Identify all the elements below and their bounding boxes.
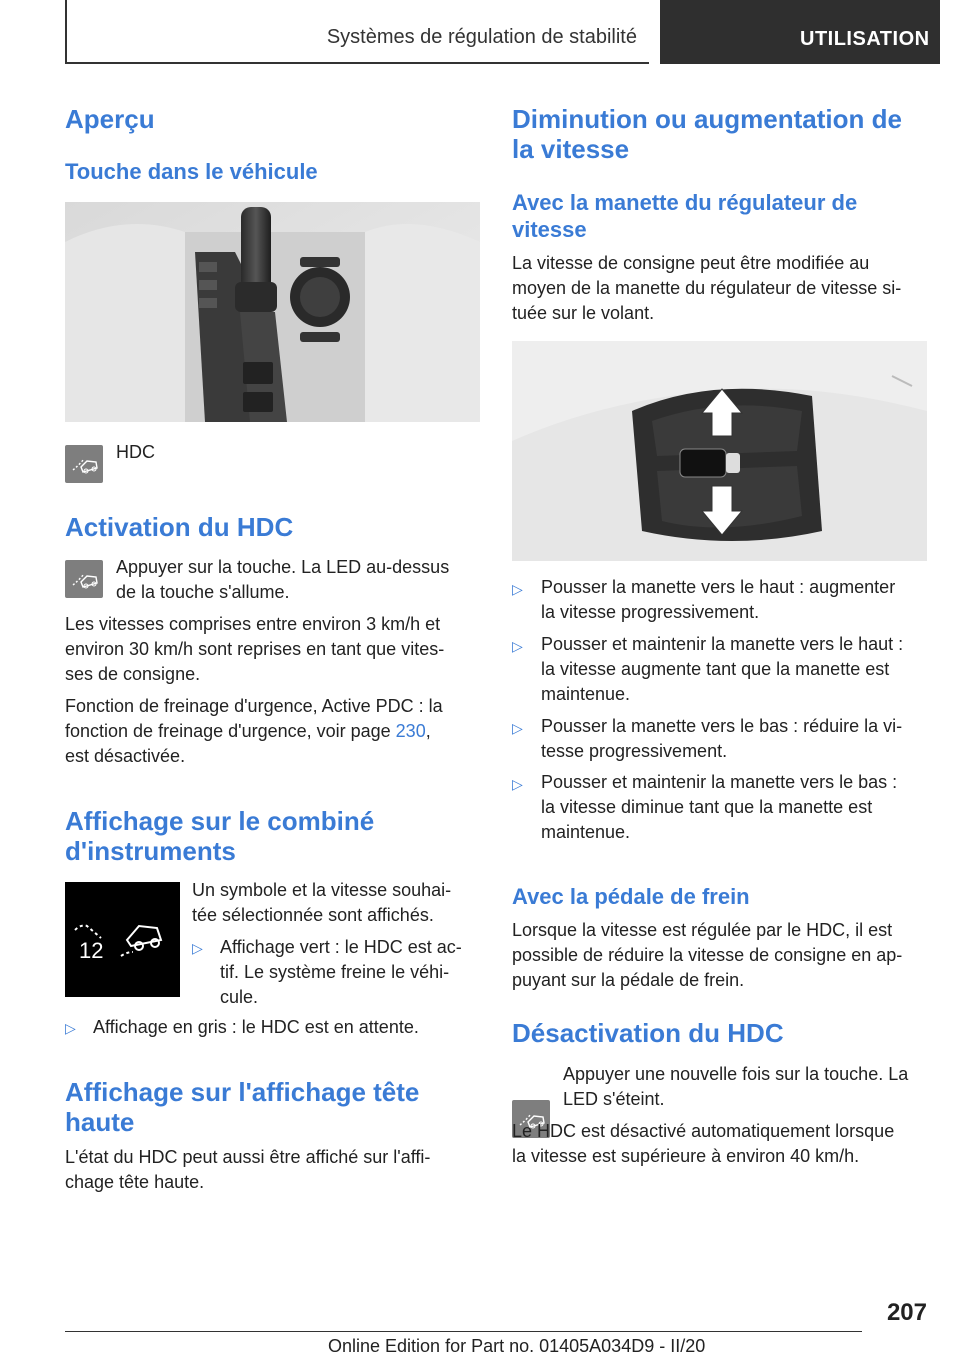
fonction-line1: Fonction de freinage d'urgence, Active PDC : la: [65, 696, 443, 716]
pedale-line: possible de réduire la vitesse de consigne en ap-: [512, 945, 903, 965]
activation-text-line1: Appuyer sur la touche. La LED au-dessus: [116, 557, 450, 577]
bullet-vert-line: cule.: [220, 987, 259, 1007]
manette-heading-line2: vitesse: [512, 217, 587, 242]
vitesses-line: Les vitesses comprises entre environ 3 km/h et: [65, 614, 441, 634]
page-link-230[interactable]: 230: [395, 721, 426, 741]
bullet-gris: Affichage en gris : le HDC est en attente.: [93, 1017, 419, 1037]
manette-line: tuée sur le volant.: [512, 303, 655, 323]
bullet-triangle-icon: ▷: [512, 776, 523, 792]
console-illustration: [65, 202, 480, 422]
desactivation-text-line1: Appuyer une nouvelle fois sur la touche. La: [563, 1064, 909, 1084]
fonction-line3: est désactivée.: [65, 746, 186, 766]
dim-heading-line2: la vitesse: [512, 134, 630, 164]
hud-line: L'état du HDC peut aussi être affiché sur l'affi-: [65, 1147, 431, 1167]
fonction-line2: [65, 719, 431, 744]
bullet3-line: tesse progressivement.: [541, 741, 728, 761]
bullet-vert-line: tif. Le système freine le véhi-: [220, 962, 450, 982]
activation-heading: Activation du HDC: [65, 512, 294, 542]
edition-text: Online Edition for Part no. 01405A034D9 - II/20: [328, 1336, 706, 1356]
fonction-comma: ,: [425, 721, 431, 741]
bullet-triangle-icon: ▷: [512, 581, 523, 597]
bullet1-line: Pousser la manette vers le haut : augmenter: [541, 577, 896, 597]
manette-line: La vitesse de consigne peut être modifiée au: [512, 253, 870, 273]
cluster-display-image: [65, 882, 180, 997]
symbol-line: tée sélectionnée sont affichés.: [192, 905, 434, 925]
bullet2-line: la vitesse augmente tant que la manette est: [541, 659, 890, 679]
page-number: 207: [886, 1299, 927, 1326]
apercu-heading: Aperçu: [65, 104, 155, 134]
hdc-button-icon: [65, 445, 103, 483]
bullet4-line: maintenue.: [541, 822, 631, 842]
footer-divider: [65, 1331, 862, 1332]
desactivation-heading: Désactivation du HDC: [512, 1018, 784, 1048]
pedale-line: Lorsque la vitesse est régulée par le HDC, il est: [512, 920, 893, 940]
symbol-line: Un symbole et la vitesse souhai-: [192, 880, 452, 900]
hud-heading-line2: haute: [65, 1107, 135, 1137]
bullet-triangle-icon: ▷: [512, 638, 523, 654]
bullet-triangle-icon: ▷: [65, 1020, 76, 1036]
hdc-button-icon: [65, 560, 103, 598]
cluster-speed-number: 12: [79, 938, 104, 963]
bullet3-line: Pousser la manette vers le bas : réduire la vi-: [541, 716, 903, 736]
bullet-triangle-icon: ▷: [512, 720, 523, 736]
center-console-photo: [65, 202, 480, 422]
steering-wheel-photo: [512, 341, 927, 561]
touche-heading: Touche dans le véhicule: [65, 159, 318, 184]
manette-line: moyen de la manette du régulateur de vitesse si-: [512, 278, 902, 298]
vitesses-line: environ 30 km/h sont reprises en tant que vites-: [65, 639, 445, 659]
header-section-box: [65, 0, 649, 64]
hdc-label: HDC: [116, 442, 155, 462]
hud-heading-line1: Affichage sur l'affichage tête: [65, 1077, 420, 1107]
dim-heading-line1: Diminution ou augmentation de: [512, 104, 902, 134]
desactivation-text-line2: LED s'éteint.: [563, 1089, 665, 1109]
affichage-heading-line2: d'instruments: [65, 836, 236, 866]
bullet4-line: Pousser et maintenir la manette vers le bas :: [541, 772, 898, 792]
cruise-lever-illustration: [512, 341, 927, 561]
header-tab-box: [660, 0, 940, 64]
section-title: Systèmes de régulation de stabilité: [326, 26, 637, 48]
manette-heading-line1: Avec la manette du régulateur de: [512, 190, 858, 215]
pedale-heading: Avec la pédale de frein: [512, 884, 750, 909]
desactive-line: Le HDC est désactivé automatiquement lorsque: [512, 1121, 895, 1141]
bullet2-line: Pousser et maintenir la manette vers le haut :: [541, 634, 904, 654]
affichage-heading-line1: Affichage sur le combiné: [65, 806, 375, 836]
pedale-line: puyant sur la pédale de frein.: [512, 970, 745, 990]
bullet2-line: maintenue.: [541, 684, 631, 704]
hud-line: chage tête haute.: [65, 1172, 205, 1192]
bullet-vert-line: Affichage vert : le HDC est ac-: [220, 937, 462, 957]
fonction-text: fonction de freinage d'urgence, voir page: [65, 721, 396, 741]
bullet-triangle-icon: ▷: [192, 940, 203, 956]
desactive-line: la vitesse est supérieure à environ 40 km/h.: [512, 1146, 860, 1166]
chapter-tab: UTILISATION: [800, 28, 930, 50]
bullet4-line: la vitesse diminue tant que la manette est: [541, 797, 873, 817]
activation-text-line2: de la touche s'allume.: [116, 582, 290, 602]
vitesses-line: ses de consigne.: [65, 664, 201, 684]
bullet1-line: la vitesse progressivement.: [541, 602, 760, 622]
